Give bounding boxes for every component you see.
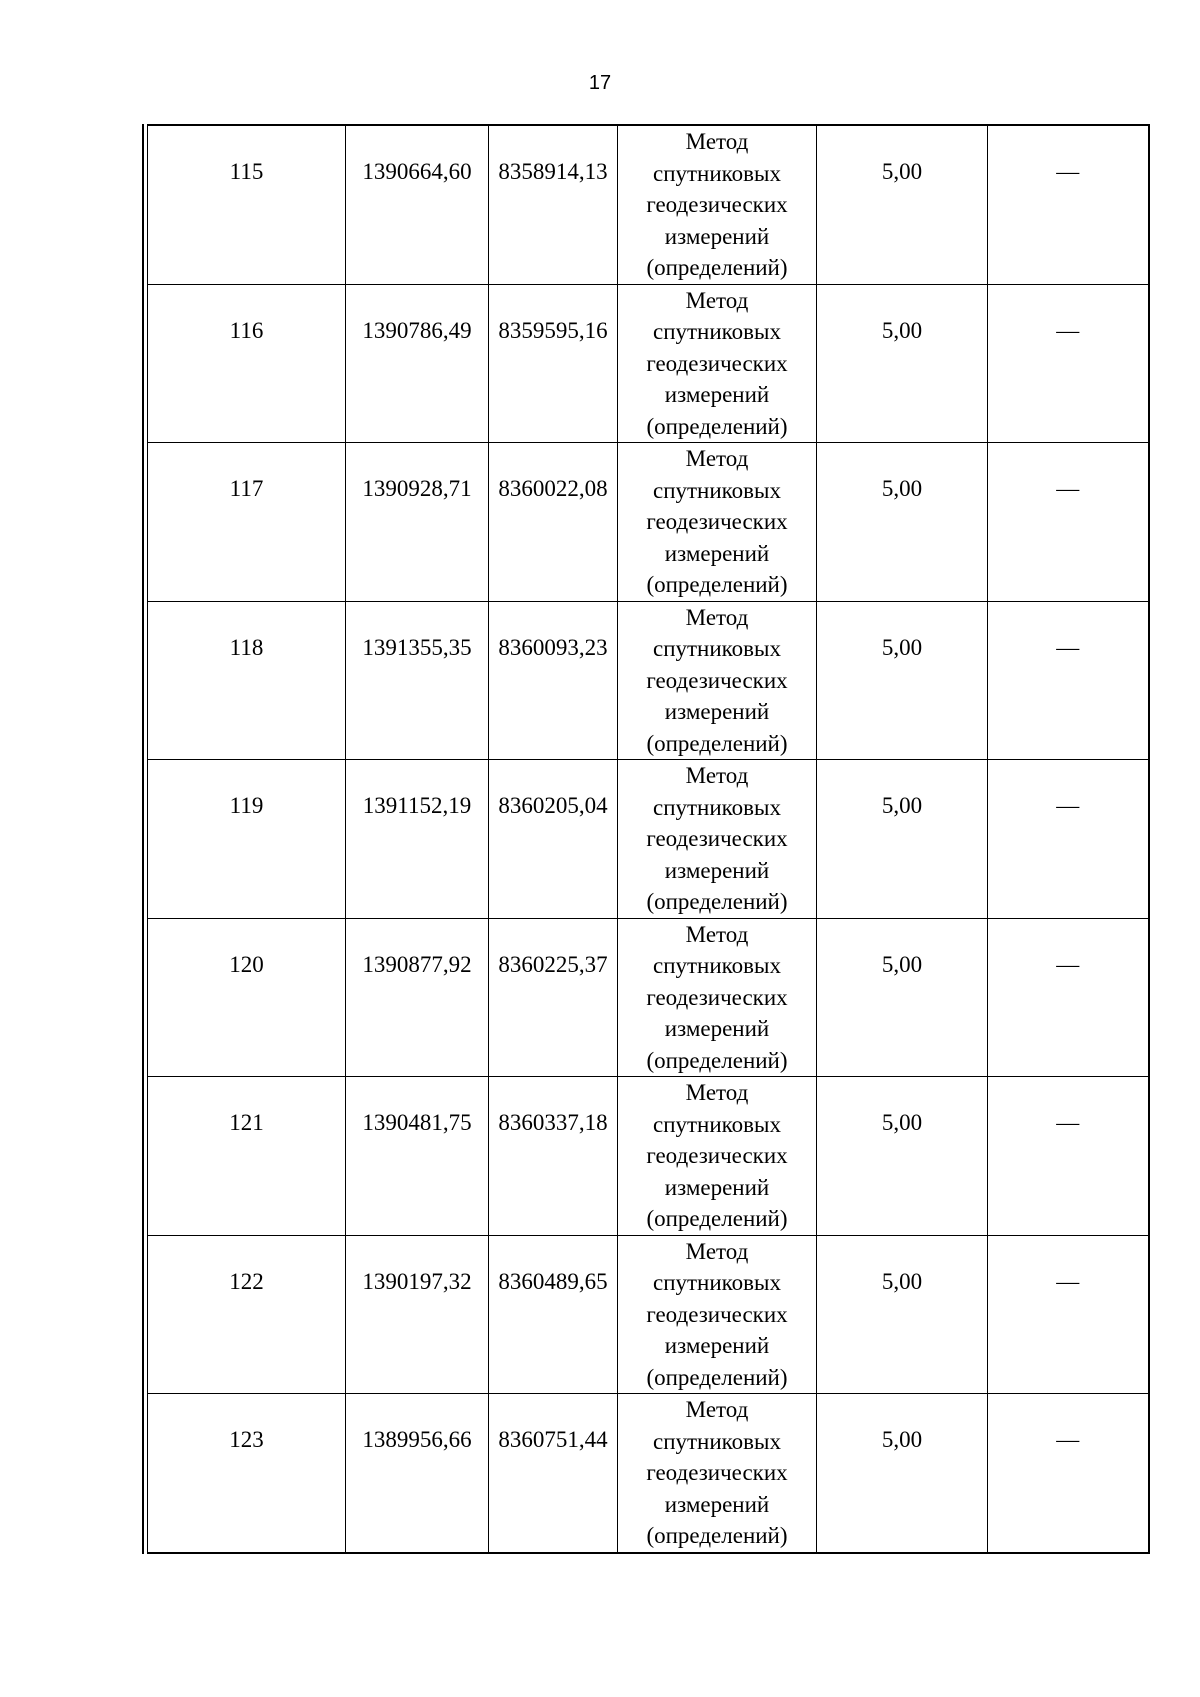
page-number: 17 xyxy=(588,72,612,94)
note-cell xyxy=(988,918,1149,1077)
note-cell xyxy=(988,760,1149,919)
coordinate-x-cell xyxy=(346,443,489,602)
table-row xyxy=(148,918,1149,1077)
coordinate-x-cell-text: 1390877,92 xyxy=(362,951,472,977)
accuracy-cell-text: 5,00 xyxy=(881,159,923,184)
note-cell xyxy=(988,125,1149,284)
coordinate-x-cell xyxy=(346,601,489,760)
table-row xyxy=(148,443,1149,602)
method-cell-text: Метод спутниковых геодезических измерений (определений) xyxy=(646,446,788,597)
note-cell-text: — xyxy=(1056,476,1080,501)
coordinate-x-cell xyxy=(346,284,489,443)
coordinate-y-cell-text: 8360093,23 xyxy=(498,634,608,660)
point-number-cell xyxy=(148,1077,346,1236)
coordinate-y-cell xyxy=(489,1235,618,1394)
accuracy-cell-text: 5,00 xyxy=(881,317,923,343)
method-cell xyxy=(618,1394,817,1553)
coordinate-y-cell xyxy=(489,125,618,284)
accuracy-cell xyxy=(817,1394,988,1553)
note-cell-text: — xyxy=(1056,634,1080,660)
method-cell xyxy=(618,601,817,760)
coordinate-y-cell-text: 8359595,16 xyxy=(498,317,608,343)
note-cell-text: — xyxy=(1056,793,1080,818)
method-cell xyxy=(618,443,817,602)
method-cell-text: Метод спутниковых геодезических измерений (определений) xyxy=(646,129,788,280)
accuracy-cell-text: 5,00 xyxy=(881,1110,923,1135)
table-row xyxy=(148,760,1149,919)
note-cell xyxy=(988,1077,1149,1236)
accuracy-cell-text: 5,00 xyxy=(881,1268,923,1294)
table-row xyxy=(148,125,1149,284)
point-number-cell-text: 123 xyxy=(229,1427,264,1452)
note-cell-text: — xyxy=(1056,951,1080,977)
table-row xyxy=(148,1077,1149,1236)
point-number-cell-text: 120 xyxy=(229,951,264,977)
coordinate-x-cell-text: 1390197,32 xyxy=(362,1268,472,1294)
accuracy-cell xyxy=(817,918,988,1077)
point-number-cell-text: 118 xyxy=(229,634,264,660)
coordinate-y-cell xyxy=(489,1077,618,1236)
coordinates-table xyxy=(147,124,1150,1554)
method-cell xyxy=(618,284,817,443)
accuracy-cell xyxy=(817,1235,988,1394)
coordinate-y-cell-text: 8360225,37 xyxy=(498,951,608,977)
coordinate-x-cell xyxy=(346,918,489,1077)
coordinate-x-cell-text: 1389956,66 xyxy=(362,1427,472,1452)
point-number-cell xyxy=(148,1235,346,1394)
table-row xyxy=(148,284,1149,443)
coordinate-y-cell-text: 8360205,04 xyxy=(498,793,608,818)
point-number-cell xyxy=(148,918,346,1077)
note-cell-text: — xyxy=(1056,159,1080,184)
accuracy-cell xyxy=(817,601,988,760)
point-number-cell xyxy=(148,760,346,919)
coordinate-y-cell-text: 8360489,65 xyxy=(498,1268,608,1294)
note-cell-text: — xyxy=(1056,1427,1080,1452)
method-cell xyxy=(618,125,817,284)
point-number-cell xyxy=(148,601,346,760)
coordinate-y-cell xyxy=(489,601,618,760)
coordinate-x-cell xyxy=(346,1394,489,1553)
coordinate-x-cell-text: 1390786,49 xyxy=(362,317,472,343)
accuracy-cell xyxy=(817,443,988,602)
point-number-cell-text: 116 xyxy=(229,317,264,343)
method-cell xyxy=(618,1077,817,1236)
method-cell-text: Метод спутниковых геодезических измерений (определений) xyxy=(646,287,788,439)
method-cell-text: Метод спутниковых геодезических измерений (определений) xyxy=(646,1080,788,1231)
point-number-cell-text: 122 xyxy=(229,1268,264,1294)
method-cell-text: Метод спутниковых геодезических измерений (определений) xyxy=(646,1238,788,1390)
coordinate-y-cell xyxy=(489,760,618,919)
accuracy-cell xyxy=(817,125,988,284)
coordinate-y-cell-text: 8358914,13 xyxy=(498,159,608,184)
method-cell-text: Метод спутниковых геодезических измерений (определений) xyxy=(646,921,788,1073)
coordinate-x-cell xyxy=(346,760,489,919)
method-cell xyxy=(618,760,817,919)
accuracy-cell xyxy=(817,1077,988,1236)
point-number-cell xyxy=(148,1394,346,1553)
accuracy-cell-text: 5,00 xyxy=(881,951,923,977)
point-number-cell-text: 121 xyxy=(229,1110,264,1135)
table-row xyxy=(148,1394,1149,1553)
note-cell xyxy=(988,284,1149,443)
method-cell xyxy=(618,918,817,1077)
accuracy-cell xyxy=(817,760,988,919)
coordinate-x-cell-text: 1391355,35 xyxy=(362,634,472,660)
note-cell xyxy=(988,443,1149,602)
coordinate-x-cell xyxy=(346,125,489,284)
table-body xyxy=(148,125,1149,1553)
note-cell xyxy=(988,601,1149,760)
method-cell-text: Метод спутниковых геодезических измерений (определений) xyxy=(646,1397,788,1548)
table-row xyxy=(148,1235,1149,1394)
coordinate-y-cell xyxy=(489,1394,618,1553)
point-number-cell-text: 115 xyxy=(229,159,264,184)
coordinate-y-cell-text: 8360751,44 xyxy=(498,1427,608,1452)
accuracy-cell-text: 5,00 xyxy=(881,793,923,818)
point-number-cell xyxy=(148,125,346,284)
coordinate-y-cell-text: 8360337,18 xyxy=(498,1110,608,1135)
note-cell-text: — xyxy=(1056,317,1080,343)
accuracy-cell-text: 5,00 xyxy=(881,476,923,501)
coordinate-y-cell xyxy=(489,918,618,1077)
coordinate-x-cell-text: 1391152,19 xyxy=(362,793,472,818)
accuracy-cell xyxy=(817,284,988,443)
coordinate-x-cell xyxy=(346,1077,489,1236)
accuracy-cell-text: 5,00 xyxy=(881,1427,923,1452)
coordinate-x-cell-text: 1390664,60 xyxy=(362,159,472,184)
point-number-cell-text: 119 xyxy=(229,793,264,818)
coordinate-x-cell xyxy=(346,1235,489,1394)
method-cell-text: Метод спутниковых геодезических измерений (определений) xyxy=(646,763,788,914)
point-number-cell xyxy=(148,443,346,602)
note-cell-text: — xyxy=(1056,1110,1080,1135)
coordinates-table-wrapper xyxy=(142,124,1148,1554)
table-row xyxy=(148,601,1149,760)
point-number-cell-text: 117 xyxy=(229,476,264,501)
coordinate-y-cell xyxy=(489,284,618,443)
accuracy-cell-text: 5,00 xyxy=(881,634,923,660)
point-number-cell xyxy=(148,284,346,443)
note-cell-text: — xyxy=(1056,1268,1080,1294)
coordinate-y-cell xyxy=(489,443,618,602)
coordinate-y-cell-text: 8360022,08 xyxy=(498,476,608,501)
coordinate-x-cell-text: 1390481,75 xyxy=(362,1110,472,1135)
note-cell xyxy=(988,1394,1149,1553)
method-cell xyxy=(618,1235,817,1394)
note-cell xyxy=(988,1235,1149,1394)
method-cell-text: Метод спутниковых геодезических измерений (определений) xyxy=(646,604,788,756)
coordinate-x-cell-text: 1390928,71 xyxy=(362,476,472,501)
